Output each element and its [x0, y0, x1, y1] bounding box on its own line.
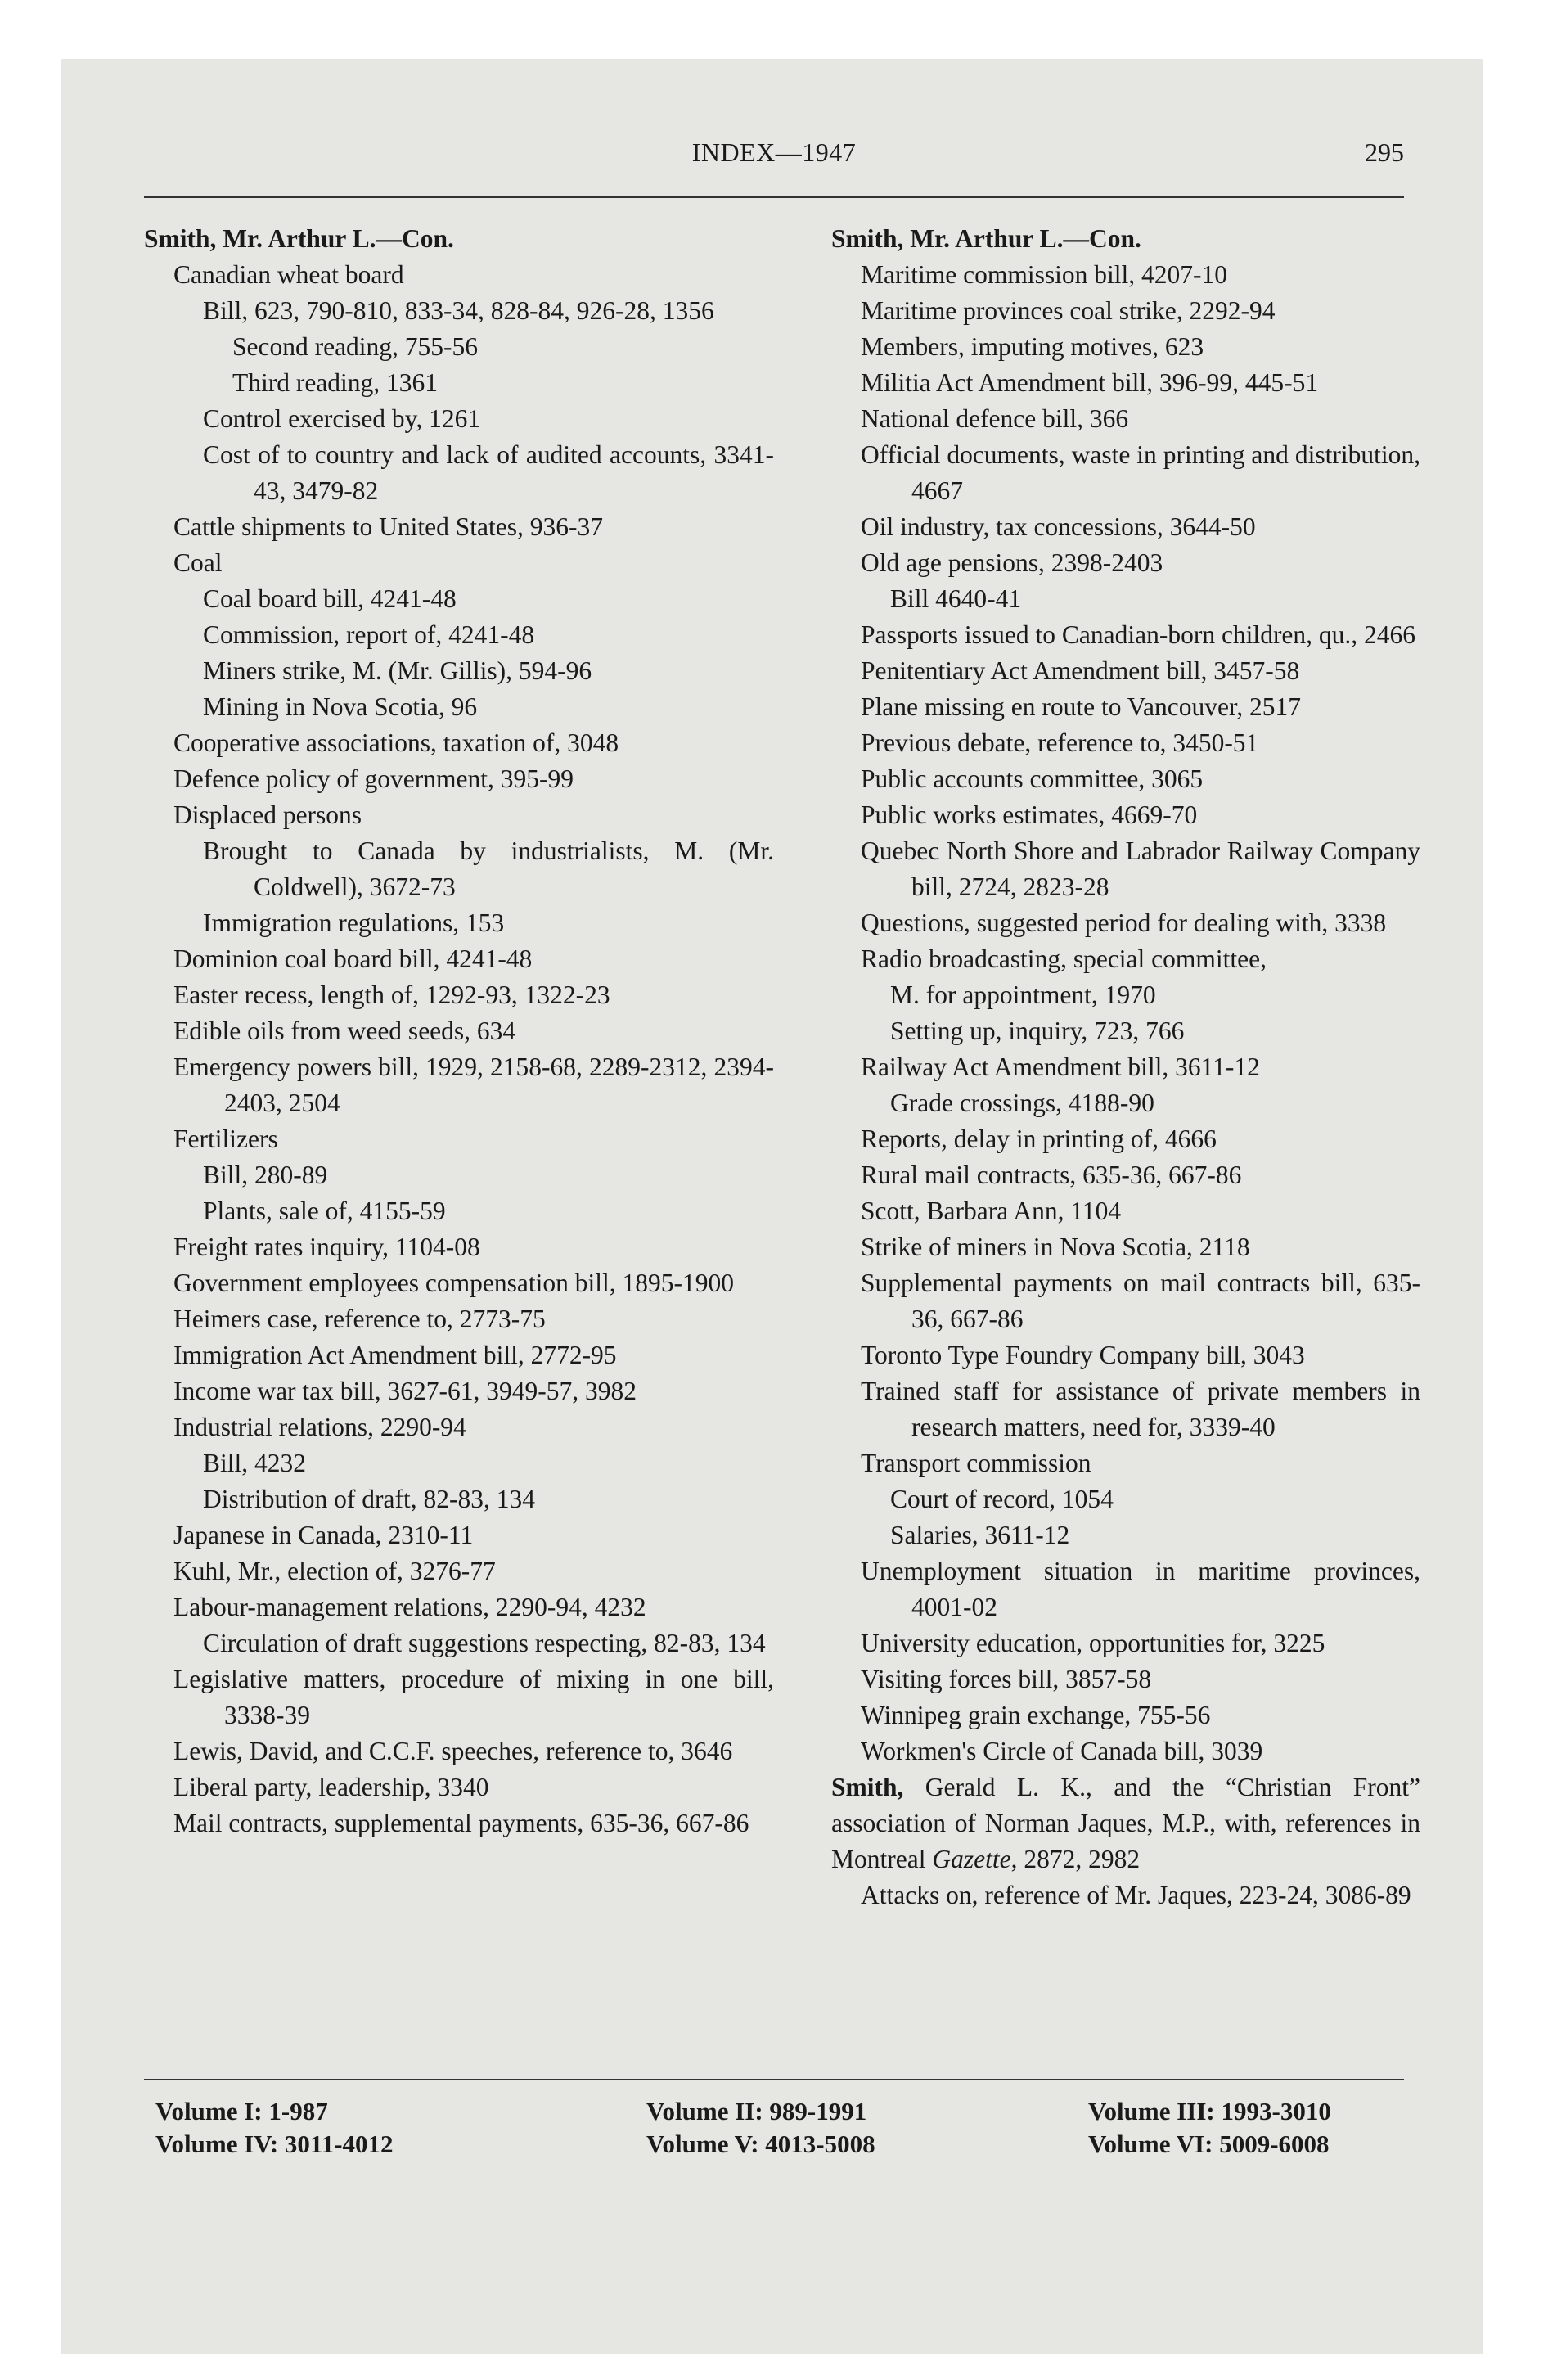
index-entry: Grade crossings, 4188-90 [890, 1089, 1154, 1117]
index-entry: Coal [173, 548, 223, 577]
index-entry-smith-gerald [831, 1769, 1420, 1877]
index-entry: Industrial relations, 2290-94 [173, 1413, 466, 1441]
footer-col-1 [155, 2095, 394, 2161]
volume-range: Volume I: 1-987 [155, 2097, 328, 2125]
entry-text: Gerald L. K., and the “Christian Front” association of Norman Jaques, M.P., with, references in Montreal [831, 1773, 1420, 1873]
index-entry: Public works estimates, 4669-70 [861, 800, 1198, 829]
index-entry: Public accounts committee, 3065 [861, 764, 1204, 793]
index-entry: Questions, suggested period for dealing with, 3338 [861, 908, 1387, 937]
index-entry: Income war tax bill, 3627-61, 3949-57, 3982 [173, 1377, 637, 1405]
index-entry: Salaries, 3611-12 [890, 1521, 1070, 1549]
index-entry: Circulation of draft suggestions respecting, 82-83, 134 [203, 1629, 766, 1657]
index-entry: Heimers case, reference to, 2773-75 [173, 1305, 546, 1333]
index-entry: Cooperative associations, taxation of, 3048 [173, 728, 619, 757]
index-entry: Old age pensions, 2398-2403 [861, 548, 1163, 577]
index-entry: Government employees compensation bill, 1895-1900 [173, 1269, 734, 1297]
index-entry: Distribution of draft, 82-83, 134 [203, 1485, 535, 1513]
index-entry: Scott, Barbara Ann, 1104 [861, 1197, 1122, 1225]
index-entry: M. for appointment, 1970 [890, 980, 1156, 1009]
index-entry: Easter recess, length of, 1292-93, 1322-23 [173, 980, 610, 1009]
index-entry: Passports issued to Canadian-born children, qu., 2466 [861, 620, 1416, 649]
index-entry: Railway Act Amendment bill, 3611-12 [861, 1053, 1260, 1081]
volume-range: Volume V: 4013-5008 [646, 2130, 875, 2158]
index-entry: Freight rates inquiry, 1104-08 [173, 1233, 480, 1261]
footer-rule [144, 2079, 1404, 2080]
volume-range: Volume IV: 3011-4012 [155, 2130, 394, 2158]
index-heading: Smith, Mr. Arthur L.—Con. [144, 224, 454, 253]
index-entry: Control exercised by, 1261 [203, 404, 481, 433]
index-entry: Miners strike, M. (Mr. Gillis), 594-96 [203, 656, 592, 685]
volume-range: Volume II: 989-1991 [646, 2097, 867, 2125]
index-entry: Previous debate, reference to, 3450-51 [861, 728, 1259, 757]
index-entry: Cost of to country and lack of audited accounts, 3341-43, 3479-82 [203, 440, 774, 505]
index-entry: Commission, report of, 4241-48 [203, 620, 535, 649]
index-entry: Bill, 280-89 [203, 1161, 328, 1189]
index-entry: Maritime provinces coal strike, 2292-94 [861, 296, 1276, 325]
index-subentry: Attacks on, reference of Mr. Jaques, 223-24, 3086-89 [861, 1881, 1411, 1909]
index-entry: Fertilizers [173, 1125, 278, 1153]
index-entry: Bill 4640-41 [890, 584, 1022, 613]
index-entry: Dominion coal board bill, 4241-48 [173, 944, 533, 973]
index-entry: Coal board bill, 4241-48 [203, 584, 457, 613]
index-entry: Plane missing en route to Vancouver, 2517 [861, 692, 1301, 721]
index-entry: Immigration Act Amendment bill, 2772-95 [173, 1341, 617, 1369]
index-entry: Brought to Canada by industrialists, M. (Mr. Coldwell), 3672-73 [203, 836, 774, 901]
index-entry: Bill, 623, 790-810, 833-34, 828-84, 926-28, 1356 [203, 296, 714, 325]
index-entry: Unemployment situation in maritime provinces, 4001-02 [861, 1557, 1420, 1621]
index-entry: Supplemental payments on mail contracts bill, 635-36, 667-86 [861, 1269, 1420, 1333]
volume-range: Volume VI: 5009-6008 [1088, 2130, 1330, 2158]
index-entry: Cattle shipments to United States, 936-37 [173, 512, 603, 541]
index-column-right [831, 221, 1420, 1913]
index-entry: Oil industry, tax concessions, 3644-50 [861, 512, 1256, 541]
index-entry: Setting up, inquiry, 723, 766 [890, 1016, 1185, 1045]
entry-italic: Gazette [932, 1845, 1011, 1873]
index-entry: Official documents, waste in printing and distribution, 4667 [861, 440, 1420, 505]
index-entry: Trained staff for assistance of private members in research matters, need for, 3339-40 [861, 1377, 1420, 1441]
index-entry: Liberal party, leadership, 3340 [173, 1773, 489, 1801]
index-entry: Mail contracts, supplemental payments, 635-36, 667-86 [173, 1809, 749, 1837]
index-entry: Third reading, 1361 [232, 368, 439, 397]
entry-pages: , 2872, 2982 [1010, 1845, 1141, 1873]
index-entry: Reports, delay in printing of, 4666 [861, 1125, 1217, 1153]
index-entry: Labour-management relations, 2290-94, 4232 [173, 1593, 646, 1621]
index-entry: Penitentiary Act Amendment bill, 3457-58 [861, 656, 1300, 685]
index-entry: National defence bill, 366 [861, 404, 1129, 433]
index-entry: Second reading, 755-56 [232, 332, 479, 361]
index-entry: Winnipeg grain exchange, 755-56 [861, 1701, 1211, 1729]
index-entry: Toronto Type Foundry Company bill, 3043 [861, 1341, 1305, 1369]
index-entry: Plants, sale of, 4155-59 [203, 1197, 446, 1225]
index-entry: Canadian wheat board [173, 260, 404, 289]
index-entry: Strike of miners in Nova Scotia, 2118 [861, 1233, 1250, 1261]
index-entry: Kuhl, Mr., election of, 3276-77 [173, 1557, 496, 1585]
index-entry: Defence policy of government, 395-99 [173, 764, 574, 793]
page-number: 295 [1365, 137, 1404, 167]
index-entry: Visiting forces bill, 3857-58 [861, 1665, 1152, 1693]
index-entry: Lewis, David, and C.C.F. speeches, reference to, 3646 [173, 1737, 733, 1765]
index-entry: Bill, 4232 [203, 1449, 307, 1477]
index-column-left [144, 221, 774, 1841]
right-entries [831, 221, 1420, 1769]
index-entry: Immigration regulations, 153 [203, 908, 505, 937]
index-entry: Court of record, 1054 [890, 1485, 1114, 1513]
volume-range: Volume III: 1993-3010 [1088, 2097, 1331, 2125]
index-entry: Rural mail contracts, 635-36, 667-86 [861, 1161, 1242, 1189]
index-entry: Militia Act Amendment bill, 396-99, 445-51 [861, 368, 1319, 397]
index-entry: Displaced persons [173, 800, 362, 829]
index-entry: Emergency powers bill, 1929, 2158-68, 2289-2312, 2394-2403, 2504 [173, 1053, 774, 1117]
index-entry: Legislative matters, procedure of mixing in one bill, 3338-39 [173, 1665, 774, 1729]
index-heading: Smith, Mr. Arthur L.—Con. [831, 224, 1141, 253]
footer-col-3 [1088, 2095, 1331, 2161]
index-entry: Japanese in Canada, 2310-11 [173, 1521, 474, 1549]
page-title: INDEX—1947 [691, 137, 857, 167]
index-entry: Members, imputing motives, 623 [861, 332, 1204, 361]
index-entry: Edible oils from weed seeds, 634 [173, 1016, 516, 1045]
index-entry: Mining in Nova Scotia, 96 [203, 692, 478, 721]
index-entry: University education, opportunities for, 3225 [861, 1629, 1325, 1657]
footer-col-2 [646, 2095, 875, 2161]
index-entry: Radio broadcasting, special committee, [861, 944, 1267, 973]
entry-heading: Smith, [831, 1773, 904, 1801]
header-rule [144, 196, 1404, 198]
running-head [144, 137, 1404, 182]
index-entry: Quebec North Shore and Labrador Railway Company bill, 2724, 2823-28 [861, 836, 1420, 901]
index-entry: Maritime commission bill, 4207-10 [861, 260, 1227, 289]
index-entry: Workmen's Circle of Canada bill, 3039 [861, 1737, 1263, 1765]
index-entry: Transport commission [861, 1449, 1091, 1477]
